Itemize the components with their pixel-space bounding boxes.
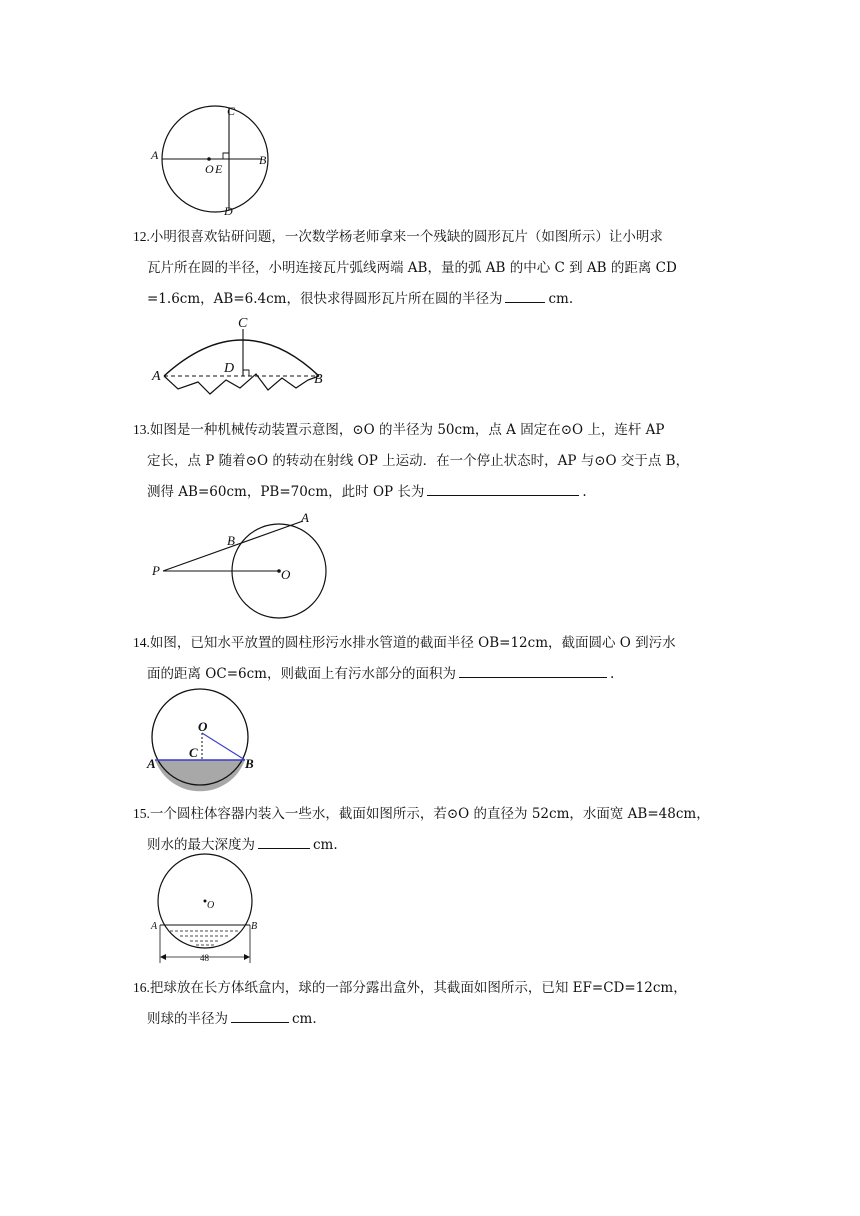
question-text-line: 面的距离 OC=6cm，则截面上有污水部分的面积为: [147, 666, 456, 682]
label-b: B: [251, 921, 258, 932]
question-text-line: 定长，点 P 随着⊙O 的转动在射线 OP 上运动．在一个停止状态时，AP 与⊙O 交于点 B，: [147, 453, 690, 469]
question-text-line: =1.6cm，AB=6.4cm，很快求得圆形瓦片所在圆的半径为: [147, 291, 503, 307]
label-a: A: [151, 921, 158, 932]
label-o: O: [281, 567, 291, 582]
center-point: [207, 157, 211, 161]
answer-blank[interactable]: [231, 1008, 289, 1023]
question-13: [133, 414, 733, 508]
question-text-line: 瓦片所在圆的半径，小明连接瓦片弧线两端 AB，量的弧 AB 的中心 C 到 AB 的距离 CD: [147, 260, 677, 276]
answer-blank[interactable]: [459, 663, 607, 678]
label-e: E: [215, 162, 223, 176]
question-text-line: 则球的半径为: [147, 1011, 228, 1027]
question-text-unit: .: [582, 484, 587, 500]
figure-q12: [148, 314, 338, 410]
question-number: 12.: [133, 229, 150, 244]
label-b: B: [314, 372, 323, 387]
label-a: A: [147, 756, 156, 771]
broken-edge: [164, 374, 319, 394]
question-15: [133, 798, 733, 861]
label-p: P: [152, 563, 160, 578]
dimension-arrow-left: [160, 954, 166, 960]
label-c: C: [227, 104, 236, 118]
label-b: B: [227, 533, 235, 548]
question-16: [133, 972, 733, 1035]
figure-q14: [147, 690, 267, 796]
label-c: C: [238, 316, 248, 331]
label-a: A: [301, 510, 309, 525]
figure-q13: [148, 508, 338, 620]
label-d: D: [224, 204, 233, 218]
label-o: O: [205, 162, 214, 176]
label-d: D: [224, 361, 235, 376]
question-text-unit: cm.: [292, 1011, 317, 1027]
water-region: [155, 760, 245, 791]
question-number: 15.: [133, 806, 150, 821]
label-a: A: [152, 369, 161, 384]
answer-blank[interactable]: [427, 481, 579, 496]
question-number: 16.: [133, 980, 150, 995]
question-text-line: 测得 AB=60cm，PB=70cm，此时 OP 长为: [147, 484, 425, 500]
right-angle-mark: [243, 370, 249, 376]
right-angle-mark: [223, 153, 229, 159]
question-text-line: 一个圆柱体容器内装入一些水，截面如图所示，若⊙O 的直径为 52cm，水面宽 AB=48cm，: [149, 806, 710, 822]
question-text-line: 小明很喜欢钻研问题，一次数学杨老师拿来一个残缺的圆形瓦片（如图所示）让小明求: [149, 229, 663, 245]
label-o: O: [198, 719, 208, 734]
figure-q11: [145, 100, 285, 225]
question-text-unit: cm.: [548, 291, 574, 307]
question-number: 14.: [133, 635, 150, 650]
question-text-line: 则水的最大深度为: [147, 837, 255, 853]
question-text-unit: cm.: [313, 837, 338, 853]
dimension-label: 48: [200, 953, 209, 963]
question-number: 13.: [133, 422, 150, 437]
label-a: A: [151, 148, 159, 162]
question-text-line: 如图是一种机械传动装置示意图，⊙O 的半径为 50cm，点 A 固定在⊙O 上，连杆 AP: [149, 422, 665, 438]
dimension-arrow-right: [244, 954, 250, 960]
question-text-unit: .: [609, 666, 615, 682]
label-c: C: [189, 745, 198, 760]
answer-blank[interactable]: [505, 288, 545, 303]
question-text-line: 如图，已知水平放置的圆柱形污水排水管道的截面半径 OB=12cm，截面圆心 O 到污水: [149, 635, 676, 651]
radius-ob: [202, 733, 245, 760]
question-text-line: 把球放在长方体纸盒内，球的一部分露出盒外，其截面如图所示，已知 EF=CD=12cm，: [149, 980, 687, 996]
question-12: [133, 221, 733, 315]
label-b: B: [259, 153, 267, 167]
tile-arc: [164, 340, 319, 376]
label-b: B: [245, 756, 254, 771]
question-14: [133, 627, 733, 690]
answer-blank[interactable]: [258, 834, 310, 849]
label-o: O: [207, 900, 215, 911]
figure-q15: [148, 853, 268, 968]
